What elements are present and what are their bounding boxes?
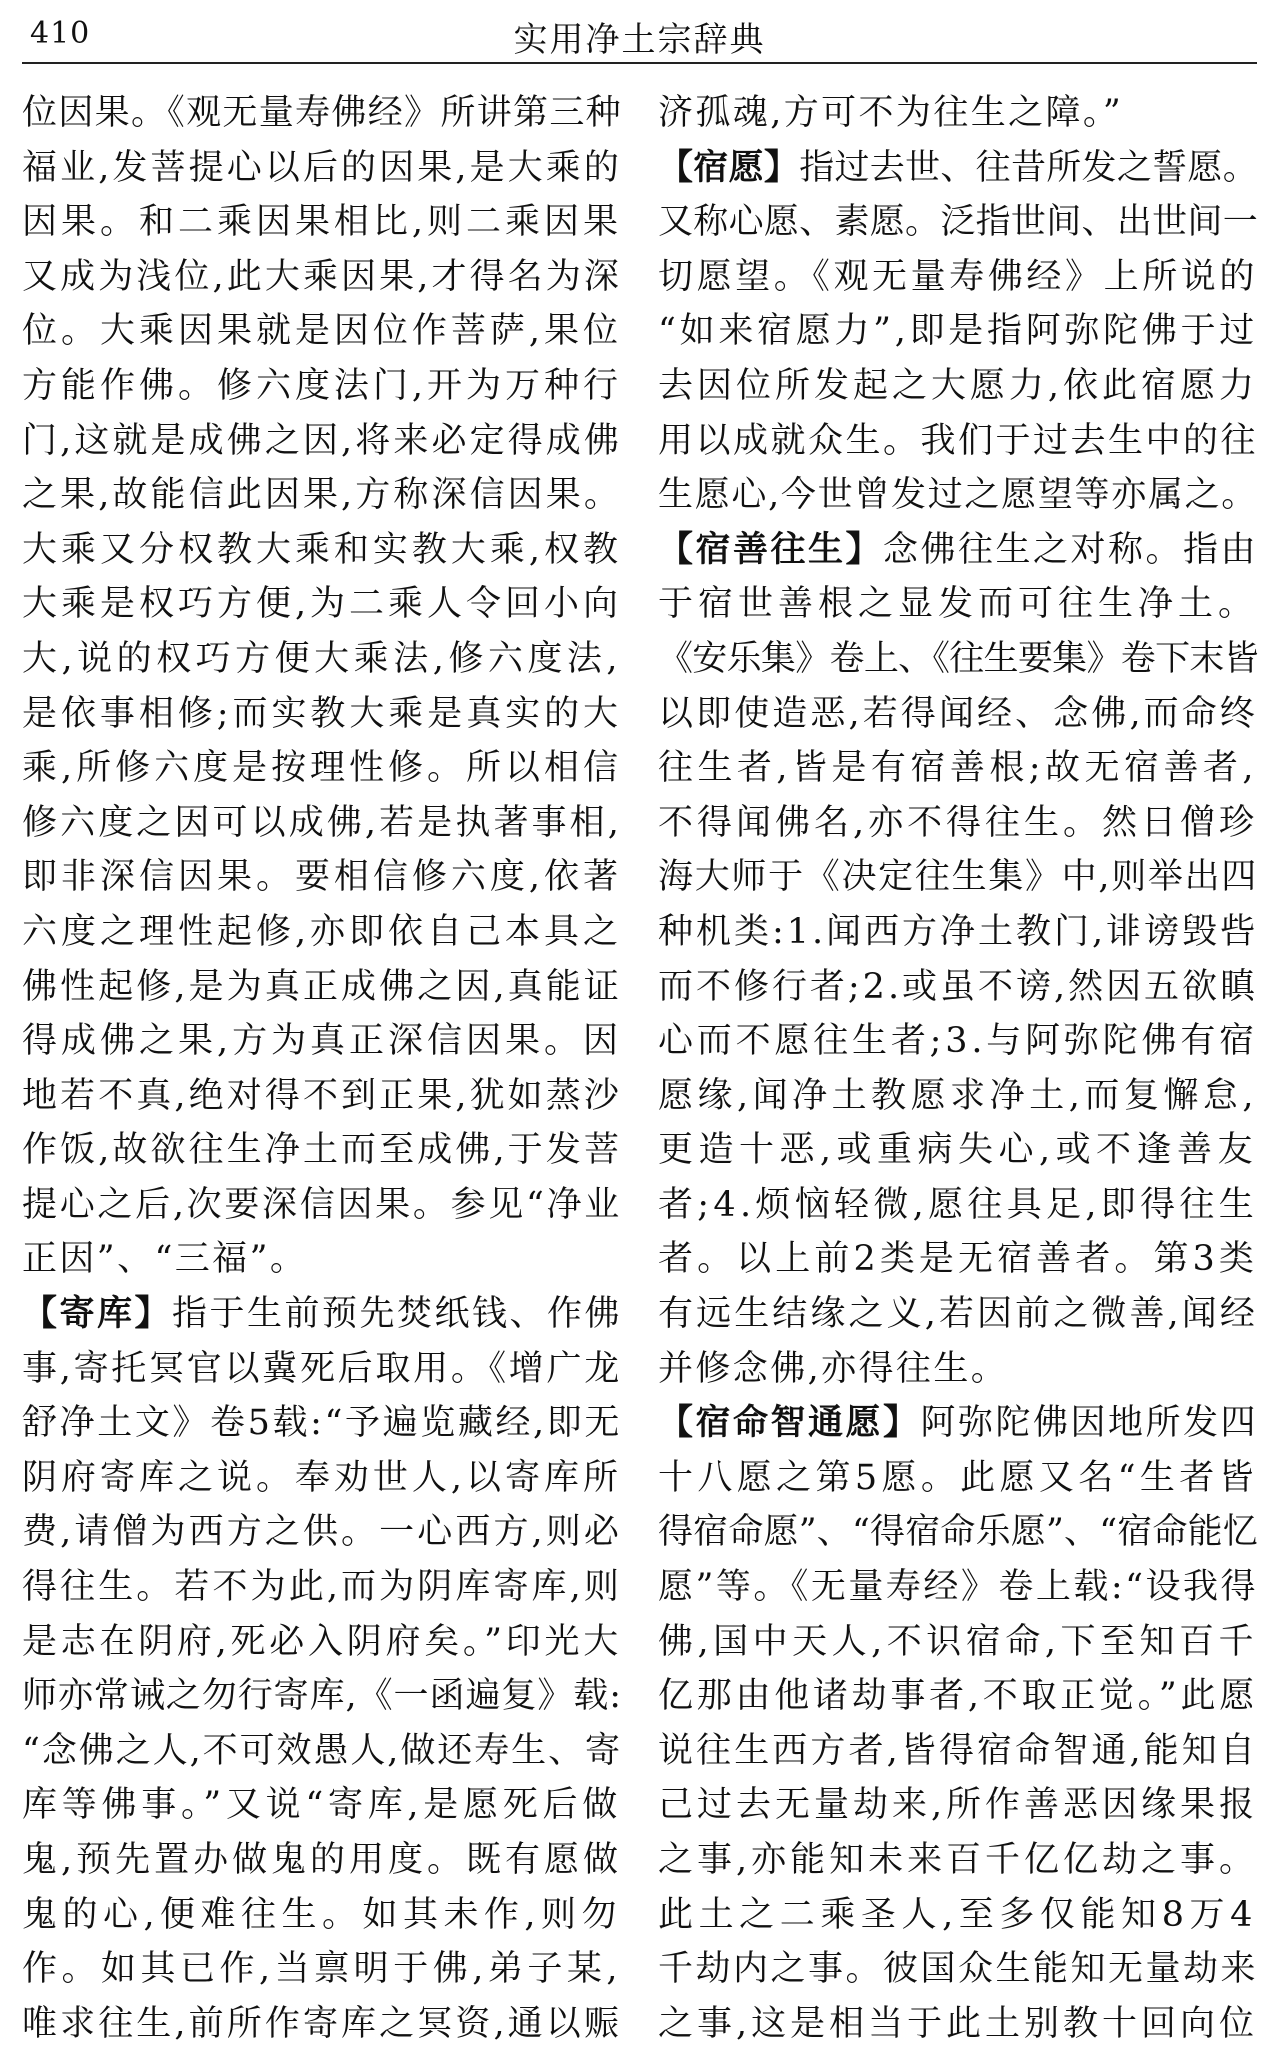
text-line: “念佛之人,不可效愚人,做还寿生、寄	[22, 1730, 622, 1771]
text-line: 而不修行者;2.或虽不谤,然因五欲瞋	[658, 966, 1258, 1007]
text-line	[658, 523, 1258, 578]
right-column	[658, 86, 1258, 2051]
text-line: 大乘是权巧方便,为二乘人令回小向	[22, 584, 622, 625]
text-line: 往生者,皆是有宿善根;故无宿善者,	[658, 748, 1258, 789]
text-line: 者。以上前2类是无宿善者。第3类	[658, 1239, 1258, 1280]
text-line: 六度之理性起修,亦即依自己本具之	[22, 911, 622, 952]
text-line: 更造十恶,或重病失心,或不逢善友	[658, 1130, 1258, 1171]
entry-text: 指过去世、往昔所发之誓愿。	[799, 147, 1258, 188]
text-line: 亿那由他诸劫事者,不取正觉。”此愿	[658, 1676, 1258, 1717]
text-line: 用以成就众生。我们于过去生中的往	[658, 420, 1258, 461]
text-line: 福业,发菩提心以后的因果,是大乘的	[22, 147, 622, 188]
text-line: 说往生西方者,皆得宿命智通,能知自	[658, 1730, 1258, 1771]
text-line: 作饭,故欲往生净土而至成佛,于发菩	[22, 1130, 622, 1171]
text-line: 愿缘,闻净土教愿求净土,而复懈怠,	[658, 1075, 1258, 1116]
text-line: 正因”、“三福”。	[22, 1239, 308, 1280]
text-line: 是志在阴府,死必入阴府矣。”印光大	[22, 1621, 622, 1662]
entry-text: 指于生前预先焚纸钱、作佛	[172, 1294, 622, 1335]
text-line: 己过去无量劫来,所作善恶因缘果报	[658, 1785, 1258, 1826]
entry-headword: 【寄库】	[22, 1293, 172, 1335]
text-line: 鬼的心,便难往生。如其未作,则勿	[22, 1894, 622, 1935]
text-line: 鬼,预先置办做鬼的用度。既有愿做	[22, 1840, 622, 1880]
text-line: 大乘又分权教大乘和实教大乘,权教	[22, 529, 622, 570]
page-header	[0, 0, 1279, 66]
text-line: 十八愿之第5愿。此愿又名“生者皆	[658, 1457, 1258, 1498]
text-line: 位因果。《观无量寿佛经》所讲第三种	[22, 93, 622, 133]
text-line: 之果,故能信此因果,方称深信因果。	[22, 475, 622, 516]
text-line: 者;4.烦恼轻微,愿往具足,即得往生	[658, 1184, 1258, 1225]
text-line: 位。大乘因果就是因位作菩萨,果位	[22, 311, 622, 352]
entry-headword: 【宿命智通愿】	[658, 1402, 921, 1444]
entry-text: 阿弥陀佛因地所发四	[920, 1403, 1258, 1444]
text-line: 得成佛之果,方为真正深信因果。因	[22, 1021, 622, 1062]
text-line: 又称心愿、素愿。泛指世间、出世间一	[658, 202, 1258, 243]
text-line: 地若不真,绝对得不到正果,犹如蒸沙	[22, 1075, 622, 1116]
text-line: 种机类:1.闻西方净土教门,诽谤毁呰	[658, 911, 1258, 952]
text-line: 得宿命愿”、“得宿命乐愿”、“宿命能忆	[658, 1512, 1258, 1553]
text-line: 佛,国中天人,不识宿命,下至知百千	[658, 1621, 1258, 1662]
text-line: 作。如其已作,当禀明于佛,弟子某,	[22, 1949, 622, 1990]
text-line: 修六度之因可以成佛,若是执著事相,	[22, 802, 622, 843]
entry-text: 念佛往生之对称。指由	[883, 529, 1258, 570]
text-line: 因果。和二乘因果相比,则二乘因果	[22, 202, 622, 243]
text-line: 济孤魂,方可不为往生之障。”	[658, 93, 1124, 133]
text-line: 心而不愿往生者;3.与阿弥陀佛有宿	[658, 1021, 1258, 1062]
text-line	[658, 1396, 1258, 1451]
text-line: 并修念佛,亦得往生。	[658, 1348, 1009, 1389]
text-line: 佛性起修,是为真正成佛之因,真能证	[22, 966, 622, 1007]
text-line	[22, 1287, 622, 1342]
text-line: 于宿世善根之显发而可往生净土。	[658, 584, 1258, 625]
text-line: 之事,这是相当于此土别教十回向位	[658, 2003, 1258, 2044]
text-line: 乘,所修六度是按理性修。所以相信	[22, 748, 622, 789]
text-line: 库等佛事。”又说“寄库,是愿死后做	[22, 1785, 622, 1826]
text-line: 愿”等。《无量寿经》卷上载:“设我得	[658, 1567, 1258, 1608]
text-line: 《安乐集》卷上、《往生要集》卷下末皆	[658, 638, 1258, 679]
text-line: 提心之后,次要深信因果。参见“净业	[22, 1184, 622, 1225]
text-line: 海大师于《决定往生集》中,则举出四	[658, 857, 1258, 898]
header-rule	[22, 62, 1257, 64]
text-line	[658, 141, 1258, 196]
text-line: 大,说的权巧方便大乘法,修六度法,	[22, 638, 622, 679]
text-line: 生愿心,今世曾发过之愿望等亦属之。	[658, 475, 1258, 516]
text-line: 以即使造恶,若得闻经、念佛,而命终	[658, 693, 1258, 734]
text-line: 费,请僧为西方之供。一心西方,则必	[22, 1512, 622, 1553]
text-line: 之事,亦能知未来百千亿亿劫之事。	[658, 1840, 1258, 1880]
text-line: 又成为浅位,此大乘因果,才得名为深	[22, 256, 622, 297]
text-line: 舒净土文》卷5载:“予遍览藏经,即无	[22, 1403, 622, 1444]
text-line: 门,这就是成佛之因,将来必定得成佛	[22, 420, 622, 461]
left-column	[22, 86, 622, 2051]
text-line: 千劫内之事。彼国众生能知无量劫来	[658, 1949, 1258, 1990]
running-title: 实用净土宗辞典	[513, 20, 766, 60]
text-line: 切愿望。《观无量寿佛经》上所说的	[658, 256, 1258, 297]
text-line: 唯求往生,前所作寄库之冥资,通以赈	[22, 2003, 622, 2044]
text-line: 有远生结缘之义,若因前之微善,闻经	[658, 1294, 1258, 1335]
text-line: “如来宿愿力”,即是指阿弥陀佛于过	[658, 311, 1258, 352]
text-line: 师亦常诫之勿行寄库,《一函遍复》载:	[22, 1676, 622, 1717]
text-line: 此土之二乘圣人,至多仅能知8万4	[658, 1894, 1258, 1935]
text-line: 去因位所发起之大愿力,依此宿愿力	[658, 365, 1258, 406]
entry-headword: 【宿愿】	[658, 146, 800, 188]
entry-headword: 【宿善往生】	[658, 528, 883, 570]
text-line: 不得闻佛名,亦不得往生。然日僧珍	[658, 802, 1258, 843]
text-line: 得往生。若不为此,而为阴库寄库,则	[22, 1567, 622, 1608]
text-line: 阴府寄库之说。奉劝世人,以寄库所	[22, 1457, 622, 1498]
text-line: 即非深信因果。要相信修六度,依著	[22, 857, 622, 898]
page-number: 410	[30, 16, 91, 51]
text-line: 是依事相修;而实教大乘是真实的大	[22, 693, 622, 734]
text-line: 事,寄托冥官以冀死后取用。《增广龙	[22, 1348, 622, 1389]
text-line: 方能作佛。修六度法门,开为万种行	[22, 365, 622, 406]
